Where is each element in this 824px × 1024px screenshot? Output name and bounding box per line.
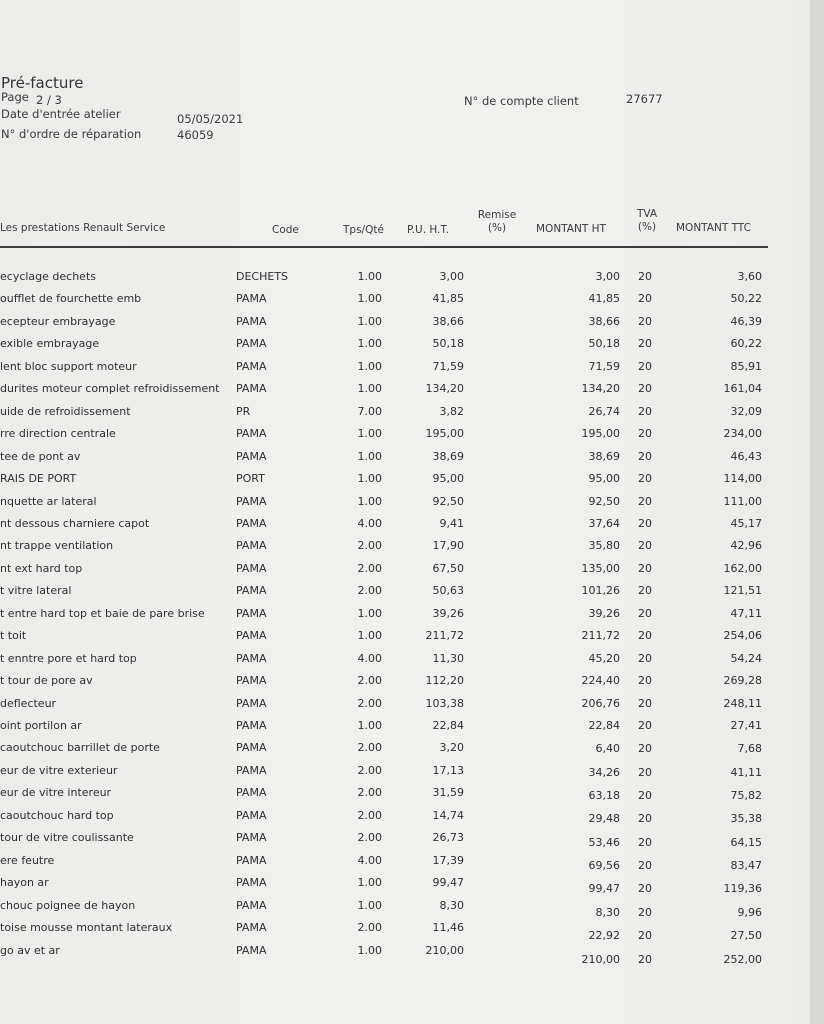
item-quantity: 2.00 — [357, 584, 382, 598]
item-unit-price: 38,66 — [432, 314, 464, 328]
item-description: eur de vitre exterieur — [0, 763, 118, 777]
table-row — [0, 472, 810, 492]
item-unit-price: 67,50 — [432, 561, 464, 575]
col-header-amount-ht: MONTANT HT — [536, 223, 606, 235]
item-description: ecepteur embrayage — [0, 314, 116, 328]
item-unit-price: 9,41 — [439, 516, 464, 530]
col-header-vat — [630, 208, 664, 234]
item-code: PAMA — [236, 786, 267, 800]
col-header-discount-line2: (%) — [487, 222, 507, 234]
item-amount-ttc: 64,15 — [730, 835, 762, 849]
item-amount-ttc: 114,00 — [723, 472, 762, 486]
table-row — [0, 786, 810, 806]
item-vat-rate: 20 — [638, 719, 652, 732]
item-vat-rate: 20 — [638, 859, 652, 873]
item-quantity: 2.00 — [357, 786, 382, 800]
item-amount-ht: 92,50 — [588, 494, 620, 508]
item-quantity: 2.00 — [357, 674, 382, 688]
table-row — [0, 876, 810, 896]
item-vat-rate: 20 — [638, 427, 652, 441]
item-unit-price: 50,18 — [432, 337, 464, 351]
item-vat-rate: 20 — [638, 337, 652, 351]
item-code: PAMA — [236, 808, 267, 822]
item-code: PAMA — [236, 561, 267, 575]
account-value: 27677 — [626, 92, 663, 106]
item-code: PAMA — [236, 449, 267, 463]
item-quantity: 1.00 — [357, 719, 382, 732]
repair-order-value: 46059 — [177, 128, 214, 142]
item-unit-price: 50,63 — [432, 584, 464, 598]
item-amount-ht: 38,69 — [588, 449, 620, 463]
item-amount-ht: 6,40 — [595, 742, 620, 756]
col-header-amount-ttc: MONTANT TTC — [676, 222, 751, 234]
table-row — [0, 831, 810, 851]
item-amount-ttc: 27,41 — [730, 719, 762, 732]
item-amount-ht: 50,18 — [588, 337, 620, 351]
table-row — [0, 562, 810, 582]
table-row — [0, 584, 810, 604]
item-description: nt trappe ventilation — [0, 539, 114, 553]
item-vat-rate: 20 — [638, 494, 652, 508]
table-row — [0, 741, 810, 761]
item-amount-ht: 37,64 — [588, 516, 620, 530]
item-amount-ttc: 50,22 — [730, 292, 762, 306]
item-vat-rate: 20 — [638, 606, 652, 620]
item-amount-ttc: 75,82 — [730, 789, 762, 803]
item-vat-rate: 20 — [638, 789, 652, 803]
item-code: PAMA — [236, 719, 267, 732]
item-amount-ht: 206,76 — [581, 696, 620, 710]
page-title: Pré-facture — [1, 74, 84, 92]
item-amount-ht: 22,92 — [588, 929, 620, 943]
item-amount-ttc: 27,50 — [730, 929, 762, 943]
table-row — [0, 315, 810, 335]
item-description: ecyclage dechets — [0, 270, 96, 283]
item-amount-ht: 135,00 — [581, 561, 620, 575]
item-description: caoutchouc hard top — [0, 808, 114, 822]
item-vat-rate: 20 — [638, 516, 652, 530]
item-amount-ttc: 121,51 — [723, 584, 762, 598]
table-row — [0, 674, 810, 694]
table-row — [0, 921, 810, 941]
table-row — [0, 337, 810, 357]
item-description: deflecteur — [0, 696, 57, 710]
item-code: PAMA — [236, 763, 267, 777]
item-amount-ttc: 46,43 — [730, 449, 762, 463]
item-description: exible embrayage — [0, 337, 100, 351]
item-amount-ht: 210,00 — [581, 952, 620, 966]
item-amount-ttc: 254,06 — [723, 629, 762, 643]
item-amount-ttc: 41,11 — [730, 765, 762, 779]
item-amount-ht: 34,26 — [588, 765, 620, 779]
item-quantity: 1.00 — [357, 359, 382, 373]
item-unit-price: 195,00 — [425, 427, 464, 441]
item-code: PAMA — [236, 853, 267, 867]
item-vat-rate: 20 — [638, 561, 652, 575]
item-code: PAMA — [236, 629, 267, 643]
item-vat-rate: 20 — [638, 696, 652, 710]
repair-order-label: N° d'ordre de réparation — [1, 127, 142, 141]
col-header-vat-line1: TVA — [636, 208, 658, 220]
item-amount-ht: 38,66 — [588, 314, 620, 328]
item-quantity: 4.00 — [357, 853, 382, 867]
item-vat-rate: 20 — [638, 742, 652, 756]
item-vat-rate: 20 — [638, 539, 652, 553]
item-description: nt ext hard top — [0, 561, 83, 575]
account-label: N° de compte client — [464, 94, 579, 108]
item-quantity: 1.00 — [357, 427, 382, 441]
col-header-vat-line2: (%) — [637, 221, 657, 233]
item-unit-price: 14,74 — [432, 808, 464, 822]
item-vat-rate: 20 — [638, 270, 652, 283]
item-quantity: 7.00 — [357, 404, 382, 418]
item-description: lent bloc support moteur — [0, 359, 137, 373]
item-amount-ttc: 252,00 — [723, 952, 762, 966]
item-description: ere feutre — [0, 853, 55, 867]
item-vat-rate: 20 — [638, 765, 652, 779]
entry-date-value: 05/05/2021 — [177, 112, 244, 126]
item-vat-rate: 20 — [638, 835, 652, 849]
table-row — [0, 292, 810, 312]
item-description: chouc poignee de hayon — [0, 898, 136, 912]
item-unit-price: 103,38 — [425, 696, 464, 710]
item-quantity: 1.00 — [357, 494, 382, 508]
item-code: DECHETS — [236, 270, 289, 283]
item-unit-price: 3,20 — [439, 741, 464, 755]
item-amount-ht: 41,85 — [588, 292, 620, 306]
item-vat-rate: 20 — [638, 449, 652, 463]
item-quantity: 2.00 — [357, 696, 382, 710]
item-code: PAMA — [236, 584, 267, 598]
item-unit-price: 11,46 — [432, 921, 464, 935]
item-amount-ttc: 54,24 — [730, 651, 762, 665]
item-code: PAMA — [236, 651, 267, 665]
item-description: nquette ar lateral — [0, 494, 97, 508]
item-code: PAMA — [236, 427, 267, 441]
table-row — [0, 697, 810, 717]
item-amount-ht: 35,80 — [588, 539, 620, 553]
item-unit-price: 22,84 — [432, 719, 464, 732]
item-quantity: 1.00 — [357, 943, 382, 957]
item-amount-ttc: 60,22 — [730, 337, 762, 351]
item-unit-price: 8,30 — [439, 898, 464, 912]
item-amount-ttc: 161,04 — [723, 382, 762, 396]
item-code: PAMA — [236, 741, 267, 755]
item-unit-price: 11,30 — [432, 651, 464, 665]
item-vat-rate: 20 — [638, 382, 652, 396]
table-row — [0, 450, 810, 470]
item-vat-rate: 20 — [638, 929, 652, 943]
item-amount-ht: 8,30 — [595, 905, 620, 919]
item-amount-ttc: 269,28 — [723, 674, 762, 688]
table-row — [0, 854, 810, 874]
item-amount-ttc: 162,00 — [723, 561, 762, 575]
item-amount-ttc: 248,11 — [723, 696, 762, 710]
item-code: PAMA — [236, 539, 267, 553]
item-vat-rate: 20 — [638, 812, 652, 826]
item-amount-ttc: 7,68 — [737, 742, 762, 756]
item-vat-rate: 20 — [638, 472, 652, 486]
item-vat-rate: 20 — [638, 905, 652, 919]
item-unit-price: 17,90 — [432, 539, 464, 553]
item-unit-price: 41,85 — [432, 292, 464, 306]
item-code: PAMA — [236, 921, 267, 935]
item-description: tee de pont av — [0, 449, 81, 463]
item-quantity: 1.00 — [357, 270, 382, 283]
item-amount-ht: 69,56 — [588, 859, 620, 873]
col-header-discount — [470, 209, 524, 235]
bleed-through-mark — [672, 98, 792, 198]
item-amount-ttc: 45,17 — [730, 516, 762, 530]
item-quantity: 2.00 — [357, 539, 382, 553]
item-amount-ttc: 9,96 — [737, 905, 762, 919]
page-number: 2 / 3 — [36, 93, 62, 107]
item-quantity: 4.00 — [357, 651, 382, 665]
item-amount-ttc: 35,38 — [730, 812, 762, 826]
item-amount-ttc: 46,39 — [730, 314, 762, 328]
item-amount-ht: 22,84 — [588, 719, 620, 732]
item-amount-ttc: 32,09 — [730, 404, 762, 418]
item-description: rre direction centrale — [0, 427, 116, 441]
item-unit-price: 26,73 — [432, 831, 464, 845]
item-amount-ht: 45,20 — [588, 651, 620, 665]
item-quantity: 2.00 — [357, 763, 382, 777]
item-unit-price: 38,69 — [432, 449, 464, 463]
item-code: PORT — [236, 472, 265, 486]
item-code: PAMA — [236, 359, 267, 373]
item-description: t tour de pore av — [0, 674, 93, 688]
item-amount-ttc: 83,47 — [730, 859, 762, 873]
item-unit-price: 17,39 — [432, 853, 464, 867]
item-quantity: 1.00 — [357, 629, 382, 643]
table-row — [0, 944, 810, 964]
table-row — [0, 405, 810, 425]
col-header-code: Code — [272, 224, 299, 236]
item-unit-price: 71,59 — [432, 359, 464, 373]
col-header-discount-line1: Remise — [477, 209, 517, 221]
item-code: PAMA — [236, 674, 267, 688]
item-description: toise mousse montant lateraux — [0, 921, 173, 935]
item-code: PAMA — [236, 696, 267, 710]
item-quantity: 1.00 — [357, 314, 382, 328]
item-quantity: 2.00 — [357, 921, 382, 935]
item-amount-ttc: 3,60 — [737, 270, 762, 283]
item-unit-price: 92,50 — [432, 494, 464, 508]
item-code: PAMA — [236, 516, 267, 530]
item-code: PAMA — [236, 606, 267, 620]
table-row — [0, 427, 810, 447]
item-description: durites moteur complet refroidissement — [0, 382, 220, 396]
item-amount-ht: 71,59 — [588, 359, 620, 373]
item-amount-ht: 63,18 — [588, 789, 620, 803]
table-row — [0, 539, 810, 559]
item-code: PAMA — [236, 314, 267, 328]
item-amount-ht: 29,48 — [588, 812, 620, 826]
item-code: PAMA — [236, 494, 267, 508]
item-quantity: 2.00 — [357, 831, 382, 845]
item-amount-ht: 134,20 — [581, 382, 620, 396]
col-header-description: Les prestations Renault Service — [0, 222, 166, 234]
table-row — [0, 652, 810, 672]
item-quantity: 1.00 — [357, 449, 382, 463]
item-amount-ht: 95,00 — [588, 472, 620, 486]
table-row — [0, 382, 810, 402]
item-description: RAIS DE PORT — [0, 472, 77, 486]
item-amount-ttc: 119,36 — [723, 882, 762, 896]
item-description: oint portilon ar — [0, 719, 82, 732]
item-description: hayon ar — [0, 876, 49, 890]
table-row — [0, 607, 810, 627]
item-description: t toit — [0, 629, 27, 643]
item-quantity: 1.00 — [357, 898, 382, 912]
item-code: PAMA — [236, 292, 267, 306]
item-description: caoutchouc barrillet de porte — [0, 741, 160, 755]
item-quantity: 1.00 — [357, 606, 382, 620]
item-unit-price: 99,47 — [432, 876, 464, 890]
table-row — [0, 360, 810, 380]
item-description: eur de vitre intereur — [0, 786, 112, 800]
item-vat-rate: 20 — [638, 314, 652, 328]
item-description: t entre hard top et baie de pare brise — [0, 606, 205, 620]
item-amount-ht: 211,72 — [581, 629, 620, 643]
item-code: PAMA — [236, 876, 267, 890]
item-amount-ht: 3,00 — [595, 270, 620, 283]
item-amount-ttc: 47,11 — [730, 606, 762, 620]
entry-date-label: Date d'entrée atelier — [1, 107, 121, 121]
item-quantity: 2.00 — [357, 741, 382, 755]
item-unit-price: 31,59 — [432, 786, 464, 800]
header-divider — [0, 246, 768, 248]
item-amount-ht: 39,26 — [588, 606, 620, 620]
item-description: oufflet de fourchette emb — [0, 292, 142, 306]
item-description: t enntre pore et hard top — [0, 651, 137, 665]
item-code: PAMA — [236, 943, 267, 957]
item-quantity: 1.00 — [357, 472, 382, 486]
item-code: PAMA — [236, 337, 267, 351]
item-unit-price: 3,82 — [439, 404, 464, 418]
item-unit-price: 211,72 — [425, 629, 464, 643]
item-vat-rate: 20 — [638, 651, 652, 665]
table-row — [0, 517, 810, 537]
table-row — [0, 495, 810, 515]
item-quantity: 2.00 — [357, 561, 382, 575]
item-amount-ht: 195,00 — [581, 427, 620, 441]
table-row — [0, 719, 810, 739]
item-amount-ht: 53,46 — [588, 835, 620, 849]
item-vat-rate: 20 — [638, 359, 652, 373]
item-code: PAMA — [236, 831, 267, 845]
item-code: PAMA — [236, 898, 267, 912]
item-quantity: 1.00 — [357, 382, 382, 396]
item-unit-price: 39,26 — [432, 606, 464, 620]
item-vat-rate: 20 — [638, 882, 652, 896]
item-amount-ttc: 42,96 — [730, 539, 762, 553]
item-description: tour de vitre coulissante — [0, 831, 134, 845]
item-vat-rate: 20 — [638, 674, 652, 688]
item-vat-rate: 20 — [638, 952, 652, 966]
item-amount-ttc: 234,00 — [723, 427, 762, 441]
item-quantity: 1.00 — [357, 337, 382, 351]
table-row — [0, 809, 810, 829]
item-vat-rate: 20 — [638, 629, 652, 643]
item-description: uide de refroidissement — [0, 404, 131, 418]
item-amount-ht: 99,47 — [588, 882, 620, 896]
item-vat-rate: 20 — [638, 584, 652, 598]
item-description: t vitre lateral — [0, 584, 72, 598]
col-header-unit-price: P.U. H.T. — [407, 224, 449, 236]
item-amount-ht: 224,40 — [581, 674, 620, 688]
item-quantity: 1.00 — [357, 876, 382, 890]
item-unit-price: 112,20 — [425, 674, 464, 688]
item-unit-price: 3,00 — [439, 270, 464, 283]
item-unit-price: 134,20 — [425, 382, 464, 396]
item-amount-ttc: 111,00 — [723, 494, 762, 508]
table-row — [0, 764, 810, 784]
item-amount-ht: 26,74 — [588, 404, 620, 418]
page-label: Page — [1, 90, 29, 104]
item-quantity: 1.00 — [357, 292, 382, 306]
item-unit-price: 210,00 — [425, 943, 464, 957]
item-quantity: 4.00 — [357, 516, 382, 530]
item-description: go av et ar — [0, 943, 60, 957]
item-amount-ttc: 85,91 — [730, 359, 762, 373]
table-row — [0, 270, 810, 290]
item-vat-rate: 20 — [638, 292, 652, 306]
item-quantity: 2.00 — [357, 808, 382, 822]
table-row — [0, 899, 810, 919]
item-code: PAMA — [236, 382, 267, 396]
item-unit-price: 95,00 — [432, 472, 464, 486]
item-vat-rate: 20 — [638, 404, 652, 418]
item-unit-price: 17,13 — [432, 763, 464, 777]
item-code: PR — [236, 404, 251, 418]
background-surface — [810, 0, 824, 1024]
item-description: nt dessous charniere capot — [0, 516, 150, 530]
col-header-qty: Tps/Qté — [343, 224, 384, 236]
table-row — [0, 629, 810, 649]
item-amount-ht: 101,26 — [581, 584, 620, 598]
